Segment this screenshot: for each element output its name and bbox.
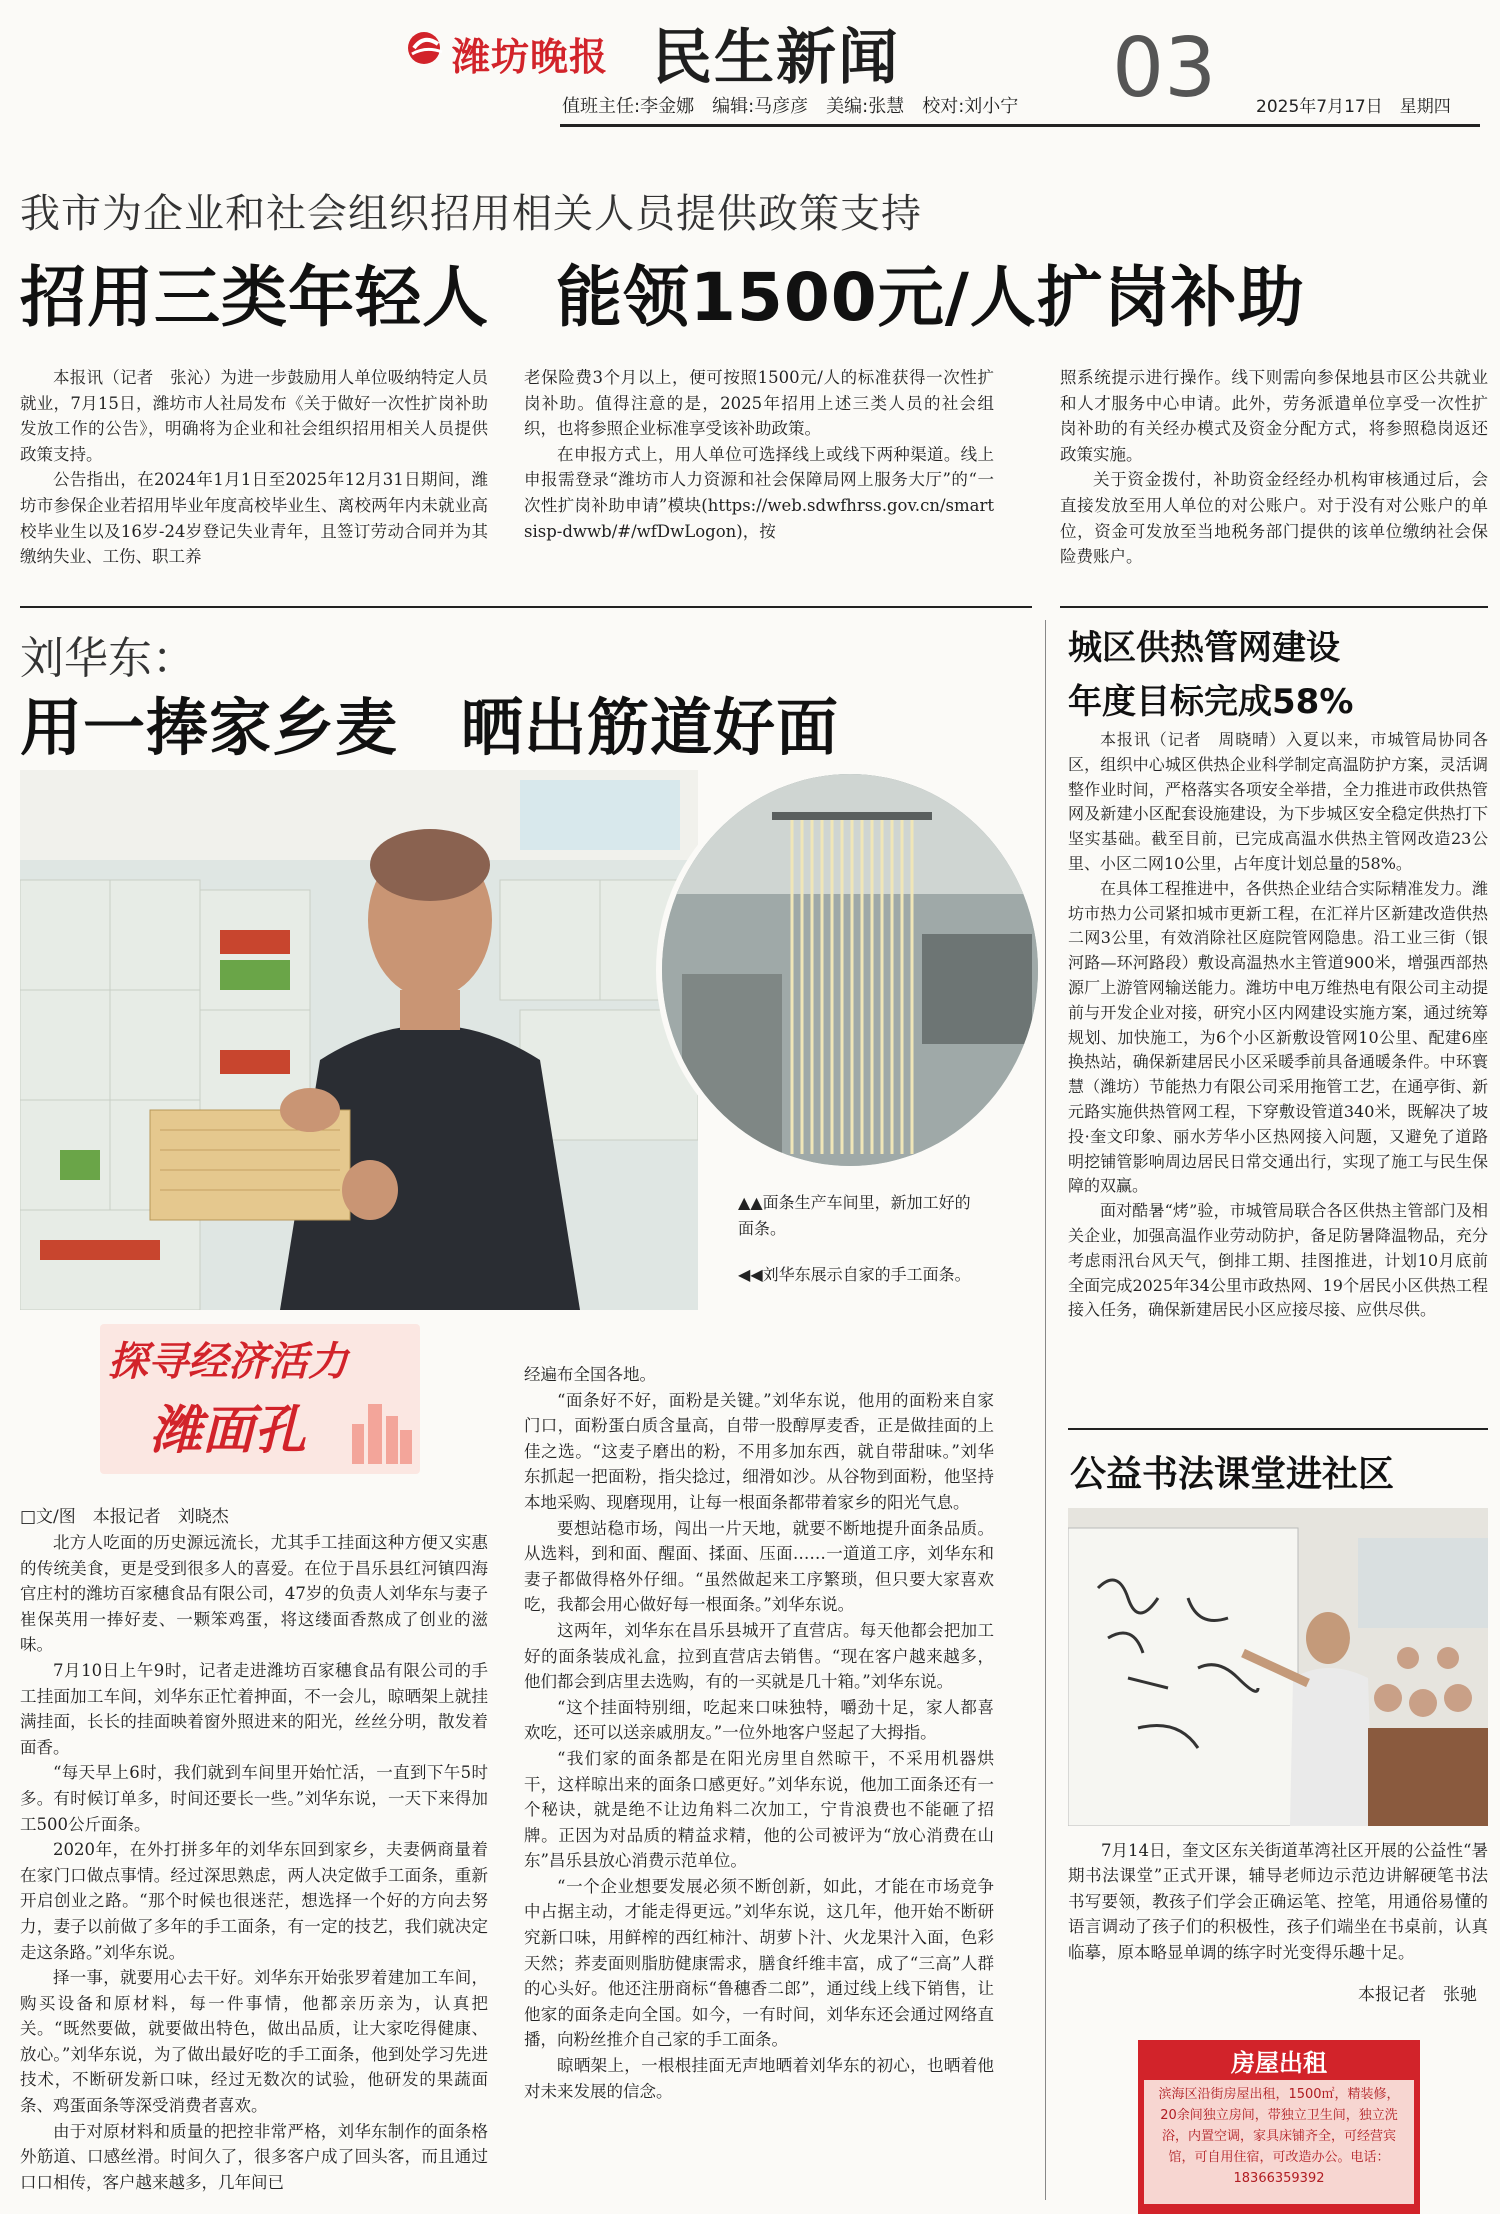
section-divider xyxy=(20,606,1032,608)
article4-byline: 本报记者 张驰 xyxy=(1358,1985,1477,2005)
column-logo-line1: 探寻经济活力 xyxy=(108,1339,348,1385)
article2-kicker: 刘华东： xyxy=(20,633,196,684)
caption-workshop xyxy=(738,1190,978,1242)
article1-col2 xyxy=(524,365,994,544)
article2-col2-p6: “我们家的面条都是在阳光房里自然晾干，不采用机器烘干，这样晾出来的面条口感更好。”刘华东说，他加工面条还有一个秘诀，就是绝不让边角料二次加工，宁肯浪费也不能砸了招牌。正因为对品质的精益求精，他的公司被评为“放心消费在山东”昌乐县放心消费示范单位。 xyxy=(524,1748,994,1871)
column-divider xyxy=(1045,620,1046,2200)
article3-body xyxy=(1068,728,1488,1323)
article1-col2-p2: 在申报方式上，用人单位可选择线上或线下两种渠道。线上申报需登录“潍坊市人力资源和社会保障局网上服务大厅”的“一次性扩岗补助申请”模块(https://web.sdwfhrss.gov.cn/smartsisp-dwwb/#/wfDwLogon)，按 xyxy=(524,444,994,541)
main-photo-man-with-noodles xyxy=(20,770,698,1310)
right-section-divider xyxy=(1060,606,1488,608)
article2-col1-p1: 北方人吃面的历史源远流长，尤其手工挂面这种方便又实惠的传统美食，更是受到很多人的喜爱。在位于昌乐县红河镇四海官庄村的潍坊百家穗食品有限公司，47岁的负责人刘华东与妻子崔保英用一捧好麦、一颗笨鸡蛋，将这缕面香熬成了创业的滋味。 xyxy=(20,1533,488,1655)
article2-col2-p4: 这两年，刘华东在昌乐县城开了直营店。每天他都会把加工好的面条装成礼盒，拉到直营店去销售。“现在客户越来越多，他们都会到店里去选购，有的一买就是几十箱。”刘华东说。 xyxy=(524,1620,994,1692)
article2-col2-p2: “面条好不好，面粉是关键。”刘华东说，他用的面粉来自家门口，面粉蛋白质含量高，自带一股醇厚麦香，正是做挂面的上佳之选。“这麦子磨出的粉，不用多加东西，就自带甜味。”刘华东抓起一把面粉，指尖捻过，细滑如沙。从谷物到面粉，他坚持本地采购、现磨现用，让每一根面条都带着家乡的阳光气息。 xyxy=(524,1390,994,1512)
article2-headline: 用一捧家乡麦 晒出筋道好面 xyxy=(20,691,840,764)
article2-col2-p8: 晾晒架上，一根根挂面无声地晒着刘华东的初心，也晒着他对未来发展的信念。 xyxy=(524,2056,994,2101)
article1-col1 xyxy=(20,365,488,570)
right-divider-2 xyxy=(1068,1428,1488,1430)
section-name: 民生新闻 xyxy=(652,23,900,93)
triangle-up-icon: ▲ xyxy=(738,1193,751,1212)
article1-kicker: 我市为企业和社会组织招用相关人员提供政策支持 xyxy=(20,191,922,237)
article2-col2-p7: “一个企业想要发展必须不断创新，如此，才能在市场竞争中占据主动，才能走得更远。”刘华东说，这几年，他开始不断研究新口味，用鲜榨的西红柿汁、胡萝卜汁、火龙果汁入面，色彩天然；荞麦面则脂肪健康需求，膳食纤维丰富，成了“三高”人群的心头好。他还注册商标“鲁穗香二郎”，通过线上线下销售，让他家的面条走向全国。如今，一有时间，刘华东还会通过网络直播，向粉丝推介自己家的手工面条。 xyxy=(524,1876,994,2050)
article2-col1-p3: “每天早上6时，我们就到车间里开始忙活，一直到下午5时多。有时候订单多，时间还要长一些。”刘华东说，一天下来得加工500公斤面条。 xyxy=(20,1763,488,1834)
issue-date: 2025年7月17日 星期四 xyxy=(1256,97,1451,117)
article1-col3-p2: 关于资金拨付，补助资金经经办机构审核通过后，会直接发放至用人单位的对公账户。对于没有对公账户的单位，资金可发放至当地税务部门提供的该单位缴纳社会保险费账户。 xyxy=(1060,470,1488,567)
article3-p1: 本报讯（记者 周晓晴）入夏以来，市城管局协同各区，组织中心城区供热企业科学制定高温防护方案，灵活调整作业时间，严格落实各项安全举措，全力推进市政供热管网及新建小区配套设施建设，为下步城区安全稳定供热打下坚实基础。截至目前，已完成高温水供热主管网改造23公里、小区二网10公里，占年度计划总量的58%。 xyxy=(1068,730,1488,873)
inset-photo-noodle-workshop xyxy=(656,768,1044,1172)
caption-man xyxy=(738,1262,978,1288)
masthead-rule xyxy=(560,124,1480,127)
ad-body: 滨海区沿街房屋出租，1500㎡，精装修，20余间独立房间，带独立卫生间，独立洗浴，内置空调，家具床铺齐全，可经营宾馆，可自用住宿，可改造办公。电话：18366359392 xyxy=(1144,2080,1414,2204)
article3-headline-line1: 城区供热管网建设 xyxy=(1068,628,1340,668)
paper-name: 潍坊晚报 xyxy=(452,35,609,79)
article2-col1-p5: 择一事，就要用心去干好。刘华东开始张罗着建加工车间，购买设备和原材料，每一件事情，他都亲历亲为，认真把关。“既然要做，就要做出特色，做出品质，让大家吃得健康、放心。”刘华东说，为了做出最好吃的手工面条，他到处学习先进技术，不断研发新口味，经过无数次的试验，他研发的果蔬面条、鸡蛋面条等深受消费者喜欢。 xyxy=(20,1968,488,2116)
ad-title: 房屋出租 xyxy=(1231,2049,1327,2077)
article1-col1-p1: 本报讯（记者 张沁）为进一步鼓励用人单位吸纳特定人员就业，7月15日，潍坊市人社局发布《关于做好一次性扩岗补助发放工作的公告》，明确将为企业和社会组织招用相关人员提供政策支持。 xyxy=(20,368,488,464)
column-logo xyxy=(100,1324,420,1474)
classified-ad xyxy=(1138,2040,1420,2214)
masthead xyxy=(0,0,1500,128)
article2-col1-p6: 由于对原材料和质量的把控非常严格，刘华东制作的面条格外筋道、口感丝滑。时间久了，很多客户成了回头客，而且通过口口相传，客户越来越多，几年间已 xyxy=(20,2121,488,2192)
article3-headline-line2: 年度目标完成58% xyxy=(1068,682,1354,722)
article3-p3: 面对酷暑“烤”验，市城管局联合各区供热主管部门及相关企业，加强高温作业劳动防护，备足防暑降温物品，充分考虑雨汛台风天气，倒排工期、挂图推进，计划10月底前全面完成2025年34公里市政热网、19个居民小区供热工程接入任务，确保新建居民小区应接尽接、应供尽供。 xyxy=(1068,1201,1488,1320)
article2-col2-p1: 经遍布全国各地。 xyxy=(524,1365,656,1384)
column-logo-line2: 潍面孔 xyxy=(150,1401,307,1461)
newspaper-logo-icon xyxy=(404,30,448,66)
article2-col1-p2: 7月10日上午9时，记者走进潍坊百家穗食品有限公司的手工挂面加工车间，刘华东正忙着抻面，不一会儿，晾晒架上就挂满挂面，长长的挂面映着窗外照进来的阳光，丝丝分明，散发着面香。 xyxy=(20,1660,488,1757)
article1-col3-p1: 照系统提示进行操作。线下则需向参保地县市区公共就业和人才服务中心申请。此外，劳务派遣单位享受一次性扩岗补助的有关经办模式及资金分配方式，将参照稳岗返还政策实施。 xyxy=(1060,368,1488,464)
article4-p1: 7月14日，奎文区东关街道革湾社区开展的公益性“暑期书法课堂”正式开课，辅导老师边示范边讲解硬笔书法书写要领，教孩子们学会正确运笔、控笔，用通俗易懂的语言调动了孩子们的积极性，孩子们端坐在书桌前，认真临摹，原本略显单调的练字时光变得乐趣十足。 xyxy=(1068,1841,1488,1962)
triangle-left-icon: ◀ xyxy=(738,1265,751,1284)
page-number: 03 xyxy=(1112,21,1217,116)
article2-col2-p5: “这个挂面特别细，吃起来口味独特，嚼劲十足，家人都喜欢吃，还可以送亲戚朋友。”一位外地客户竖起了大拇指。 xyxy=(524,1697,994,1743)
article2-col2 xyxy=(524,1362,994,2104)
article1-headline: 招用三类年轻人 能领1500元/人扩岗补助 xyxy=(20,259,1305,336)
article2-col1-p4: 2020年，在外打拼多年的刘华东回到家乡，夫妻俩商量着在家门口做点事情。经过深思熟虑，两人决定做手工面条，重新开启创业之路。“那个时候也很迷茫，想选择一个好的方向去努力，妻子以前做了多年的手工面条，有一定的技艺，我们就决定走这条路。”刘华东说。 xyxy=(20,1840,488,1962)
caption-man-text: ◀刘华东展示自家的手工面条。 xyxy=(750,1265,971,1284)
article1-col2-p1: 老保险费3个月以上，便可按照1500元/人的标准获得一次性扩岗补助。值得注意的是，2025年招用上述三类人员的社会组织，也将参照企业标准享受该补助政策。 xyxy=(524,368,994,439)
article1-col3 xyxy=(1060,365,1488,570)
article2-col1 xyxy=(20,1530,488,2195)
caption-workshop-text: ▲面条生产车间里，新加工好的面条。 xyxy=(738,1193,971,1238)
staff-credits: 值班主任:李金娜 编辑:马彦彦 美编:张慧 校对:刘小宁 xyxy=(562,96,1019,117)
skyline-icon xyxy=(350,1394,414,1464)
article2-col2-p3: 要想站稳市场，闯出一片天地，就要不断地提升面条品质。从选料，到和面、醒面、揉面、压面……一道道工序，刘华东和妻子都做得格外仔细。“虽然做起来工序繁琐，但只要大家喜欢吃，我都会用心做好每一根面条。”刘华东说。 xyxy=(524,1518,994,1615)
article2-byline: □文/图 本报记者 刘晓杰 xyxy=(20,1507,229,1527)
article1-col1-p2: 公告指出，在2024年1月1日至2025年12月31日期间，潍坊市参保企业若招用毕业年度高校毕业生、离校两年内未就业高校毕业生以及16岁-24岁登记失业青年，且签订劳动合同并为其缴纳失业、工伤、职工养 xyxy=(20,470,488,567)
article4-body xyxy=(1068,1838,1488,1965)
calligraphy-class-photo xyxy=(1068,1508,1488,1826)
article4-headline: 公益书法课堂进社区 xyxy=(1070,1454,1395,1495)
article3-p2: 在具体工程推进中，各供热企业结合实际精准发力。潍坊市热力公司紧扣城市更新工程，在汇祥片区新建改造供热二网3公里，有效消除社区庭院管网隐患。沿工业三街（银河路—环河路段）敷设高温热水主管道900米，增强西部热源厂上游管网输送能力。潍坊中电万维热电有限公司主动提前与开发企业对接，研究小区内网建设实施方案，通过统筹规划、加快施工，为6个小区新敷设管网10公里、配建6座换热站，确保新建居民小区采暖季前具备通暖条件。中环寰慧（潍坊）节能热力有限公司采用拖管工艺，在通亭街、新元路实施供热管网工程，下穿敷设管道340米，既解决了坡投·奎文印象、丽水芳华小区热网接入问题，又避免了道路明挖铺管影响周边居民日常交通出行，实现了施工与民生保障的双赢。 xyxy=(1068,878,1488,1196)
